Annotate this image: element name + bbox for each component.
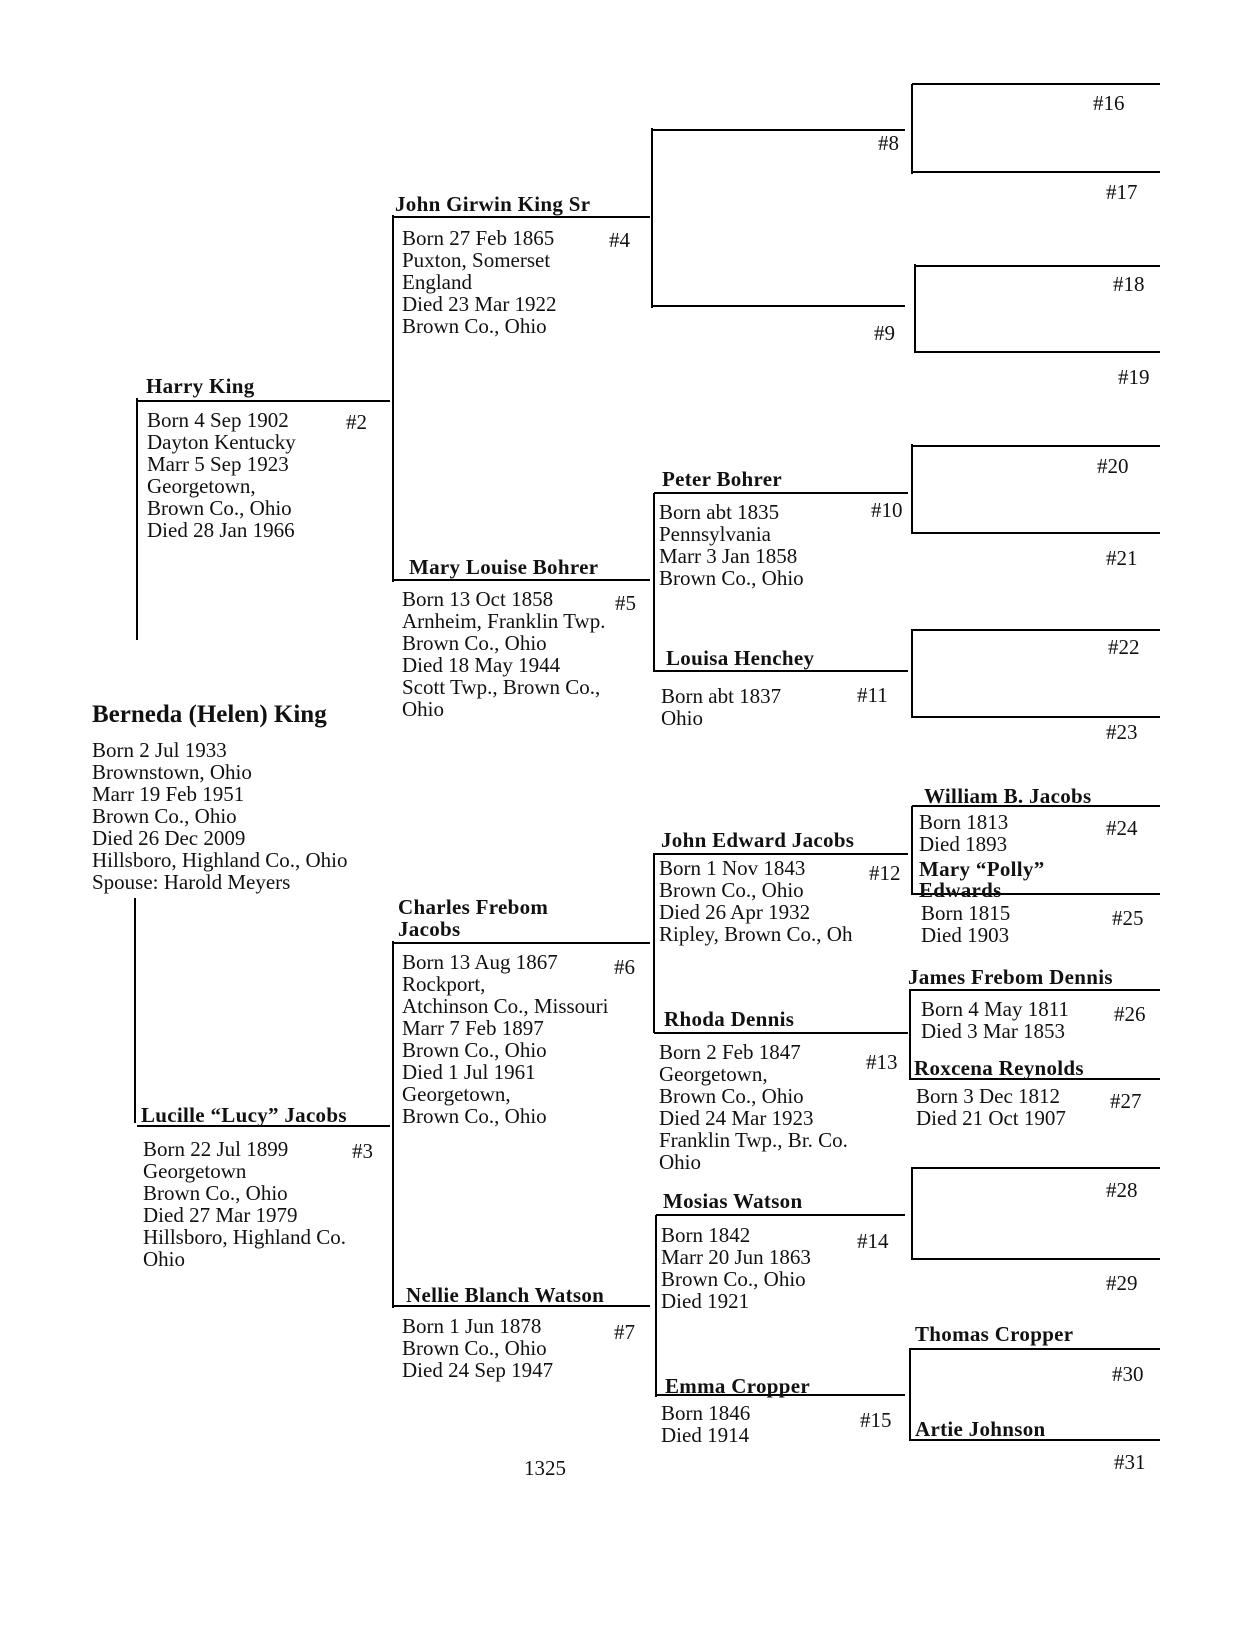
p4-line: Brown Co., Ohio [402, 314, 547, 338]
p3-line: Brown Co., Ohio [143, 1181, 288, 1205]
p14-name: Mosias Watson [663, 1189, 803, 1213]
p1-line: Spouse: Harold Meyers [92, 870, 291, 894]
p13-details [659, 1041, 848, 1173]
p26-details [921, 998, 1069, 1042]
p5-line: Scott Twp., Brown Co., [402, 675, 601, 699]
p4-line: England [402, 270, 472, 294]
p5-details [402, 588, 605, 720]
p6-line: Marr 7 Feb 1897 [402, 1016, 544, 1040]
p13-line: Georgetown, [659, 1062, 768, 1086]
p10-number: #10 [871, 498, 903, 522]
p26-number: #26 [1114, 1002, 1146, 1026]
p10-name: Peter Bohrer [662, 467, 783, 491]
p1-details [92, 739, 348, 893]
p4-line: Puxton, Somerset [402, 248, 551, 272]
p5-line: Born 13 Oct 1858 [402, 587, 554, 611]
p7-line: Brown Co., Ohio [402, 1336, 547, 1360]
p12-line: Ripley, Brown Co., Oh [659, 922, 853, 946]
p2-line: Dayton Kentucky [147, 430, 296, 454]
p27-number: #27 [1110, 1089, 1142, 1113]
p4-line: Born 27 Feb 1865 [402, 226, 555, 250]
p4-number: #4 [609, 228, 630, 252]
p14-line: Died 1921 [661, 1289, 750, 1313]
p15-name: Emma Cropper [665, 1374, 810, 1398]
p27-line: Born 3 Dec 1812 [916, 1084, 1061, 1108]
p2-details [147, 409, 296, 541]
p5-line: Died 18 May 1944 [402, 653, 561, 677]
p13-number: #13 [866, 1050, 898, 1074]
p3-number: #3 [352, 1139, 373, 1163]
p6-number: #6 [614, 955, 635, 979]
p27-line: Died 21 Oct 1907 [916, 1106, 1066, 1130]
p4-line: Died 23 Mar 1922 [402, 292, 557, 316]
p20-number: #20 [1097, 454, 1129, 478]
p12-details [659, 857, 852, 945]
p26-name: James Frebom Dennis [908, 965, 1113, 989]
p2-name: Harry King [146, 374, 255, 398]
p5-line: Arnheim, Franklin Twp. [402, 609, 606, 633]
p2-line: Georgetown, [147, 474, 256, 498]
p1-name: Berneda (Helen) King [92, 701, 327, 728]
p3-line: Ohio [143, 1247, 185, 1271]
p31-number: #31 [1114, 1450, 1146, 1474]
p3-details [143, 1138, 346, 1270]
p22-number: #22 [1108, 635, 1140, 659]
p7-number: #7 [614, 1320, 635, 1344]
p30-name: Thomas Cropper [915, 1322, 1074, 1346]
p1-line: Brown Co., Ohio [92, 804, 237, 828]
p5-line: Brown Co., Ohio [402, 631, 547, 655]
p13-line: Ohio [659, 1150, 701, 1174]
p3-line: Georgetown [143, 1159, 247, 1183]
p7-name: Nellie Blanch Watson [406, 1283, 605, 1307]
p12-name: John Edward Jacobs [661, 828, 855, 852]
p14-line: Marr 20 Jun 1863 [661, 1245, 811, 1269]
p6-name-line2: Jacobs [398, 917, 461, 941]
p12-line: Died 26 Apr 1932 [659, 900, 811, 924]
p24-name: William B. Jacobs [924, 784, 1092, 808]
p14-line: Born 1842 [661, 1223, 751, 1247]
p15-details [661, 1402, 750, 1446]
p10-details [659, 501, 804, 589]
p2-line: Died 28 Jan 1966 [147, 518, 295, 542]
p24-line: Died 1893 [919, 832, 1008, 856]
p5-name: Mary Louise Bohrer [409, 555, 599, 579]
p8-number: #8 [878, 131, 899, 155]
p19-number: #19 [1118, 365, 1150, 389]
p25-name-line2: Edwards [919, 878, 1002, 902]
p15-number: #15 [860, 1408, 892, 1432]
p24-line: Born 1813 [919, 810, 1009, 834]
p13-line: Died 24 Mar 1923 [659, 1106, 814, 1130]
p14-number: #14 [857, 1229, 889, 1253]
p6-line: Brown Co., Ohio [402, 1038, 547, 1062]
p29-number: #29 [1106, 1271, 1138, 1295]
p5-number: #5 [615, 591, 636, 615]
p25-number: #25 [1112, 906, 1144, 930]
p9-number: #9 [874, 321, 895, 345]
p7-details [402, 1315, 553, 1381]
page-number: 1325 [524, 1456, 566, 1480]
p6-line: Born 13 Aug 1867 [402, 950, 558, 974]
p26-line: Born 4 May 1811 [921, 997, 1069, 1021]
p31-name: Artie Johnson [915, 1417, 1046, 1441]
p7-line: Born 1 Jun 1878 [402, 1314, 542, 1338]
p3-name: Lucille “Lucy” Jacobs [141, 1103, 347, 1127]
p17-number: #17 [1106, 180, 1138, 204]
p2-number: #2 [346, 410, 367, 434]
p3-line: Died 27 Mar 1979 [143, 1203, 298, 1227]
p1-line: Hillsboro, Highland Co., Ohio [92, 848, 348, 872]
p2-line: Born 4 Sep 1902 [147, 408, 289, 432]
p6-line: Died 1 Jul 1961 [402, 1060, 536, 1084]
p4-name: John Girwin King Sr [395, 192, 591, 216]
p2-line: Marr 5 Sep 1923 [147, 452, 289, 476]
p18-number: #18 [1113, 272, 1145, 296]
p16-number: #16 [1093, 91, 1125, 115]
p13-name: Rhoda Dennis [664, 1007, 795, 1031]
p13-line: Born 2 Feb 1847 [659, 1040, 801, 1064]
p30-number: #30 [1112, 1362, 1144, 1386]
p23-number: #23 [1106, 720, 1138, 744]
p1-line: Brownstown, Ohio [92, 760, 252, 784]
p11-number: #11 [857, 683, 888, 707]
p3-line: Hillsboro, Highland Co. [143, 1225, 346, 1249]
p25-details [921, 902, 1010, 946]
p14-line: Brown Co., Ohio [661, 1267, 806, 1291]
p13-line: Brown Co., Ohio [659, 1084, 804, 1108]
p1-line: Died 26 Dec 2009 [92, 826, 246, 850]
p10-line: Pennsylvania [659, 522, 771, 546]
p6-line: Rockport, [402, 972, 486, 996]
p25-line: Died 1903 [921, 923, 1010, 947]
p21-number: #21 [1106, 546, 1138, 570]
p10-line: Born abt 1835 [659, 500, 780, 524]
p6-details [402, 951, 609, 1127]
p6-line: Atchinson Co., Missouri [402, 994, 609, 1018]
p27-details [916, 1085, 1066, 1129]
p7-line: Died 24 Sep 1947 [402, 1358, 554, 1382]
p27-name: Roxcena Reynolds [914, 1056, 1084, 1080]
p13-line: Franklin Twp., Br. Co. [659, 1128, 848, 1152]
p15-line: Born 1846 [661, 1401, 751, 1425]
p10-line: Marr 3 Jan 1858 [659, 544, 798, 568]
p15-line: Died 1914 [661, 1423, 750, 1447]
p28-number: #28 [1106, 1178, 1138, 1202]
p1-line: Born 2 Jul 1933 [92, 738, 227, 762]
p11-details [661, 685, 781, 729]
p12-line: Brown Co., Ohio [659, 878, 804, 902]
p1-line: Marr 19 Feb 1951 [92, 782, 245, 806]
p12-line: Born 1 Nov 1843 [659, 856, 806, 880]
p10-line: Brown Co., Ohio [659, 566, 804, 590]
p11-line: Born abt 1837 [661, 684, 782, 708]
p6-line: Brown Co., Ohio [402, 1104, 547, 1128]
p14-details [661, 1224, 811, 1312]
p24-details [919, 811, 1008, 855]
p25-name-line1: Mary “Polly” [919, 857, 1045, 881]
p25-line: Born 1815 [921, 901, 1011, 925]
p2-line: Brown Co., Ohio [147, 496, 292, 520]
p11-name: Louisa Henchey [666, 646, 815, 670]
p6-name-line1: Charles Frebom [398, 895, 549, 919]
p11-line: Ohio [661, 706, 703, 730]
p12-number: #12 [869, 861, 901, 885]
p6-line: Georgetown, [402, 1082, 511, 1106]
p26-line: Died 3 Mar 1853 [921, 1019, 1066, 1043]
p4-details [402, 227, 557, 337]
p24-number: #24 [1106, 816, 1138, 840]
p3-line: Born 22 Jul 1899 [143, 1137, 289, 1161]
p5-line: Ohio [402, 697, 444, 721]
